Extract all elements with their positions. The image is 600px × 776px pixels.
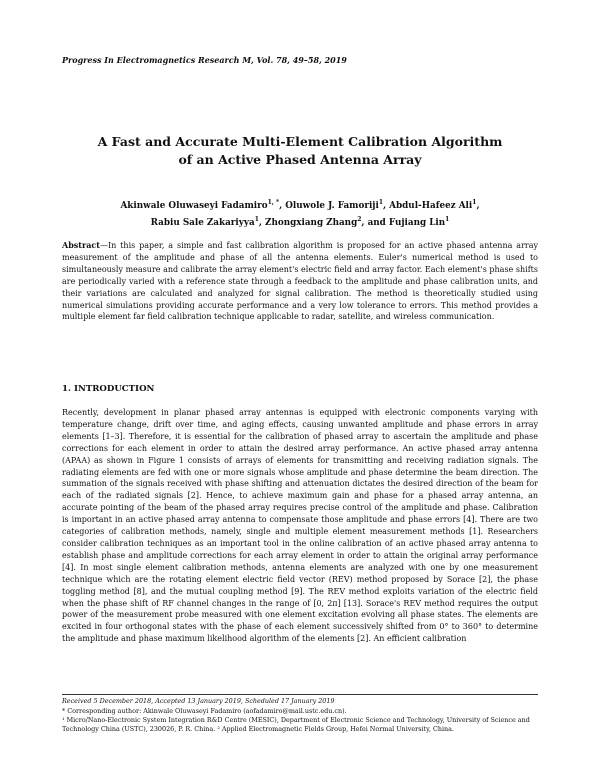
author-affil: 1	[254, 215, 259, 223]
paper-title	[62, 133, 538, 169]
author-name: Fujiang Lin	[388, 217, 446, 228]
author-name: Abdul-Hafeez Ali	[389, 200, 473, 211]
author-name: Rabiu Sale Zakariyya	[150, 217, 255, 228]
affiliations: ¹ Micro/Nano-Electronic System Integration R&D Centre (MESIC), Department of Electronic Science and Technology, University of Science and Technology China (USTC), 230026, P. R. China. ² Applied Electromagnetic Fields Group, Hefei Normal University, China.	[62, 716, 530, 733]
author-affil: 1	[378, 199, 384, 206]
body-paragraph: Recently, development in planar phased array antennas is equipped with electronic components varying with temperature change, drift over time, and aging effects, causing unwanted amplitude and phase errors in array elements [1–3]. Therefore, it is essential for the calibration of phased array to ascertain the amplitude and phase corrections for each element in order to attain the desired array performance. An active phased array antenna (APAA) as shown in Figure 1 consists of arrays of elements for transmitting and receiving radiation signals. The radiating elements are fed with one or more signals whose amplitude and phase determine the beam direction. The summation of the signals received with phase shifting and attenuation dictates the desired direction of the beam for each of the radiated signals [2]. Hence, to achieve maximum gain and phase for a phased array antenna, an accurate pointing of the beam of the phased array requires precise control of the amplitude and phase. Calibration is important in an active phased array antenna to compensate those amplitude and phase errors [4]. There are two categories of calibration methods, namely, single and multiple element measurement methods [1]. Researchers consider calibration techniques as an important tool in the online calibration of an active phased array antenna to establish phase and amplitude corrections for each array element in order to attain the original array performance [4]. In most single element calibration methods, antenna elements are analyzed with one by one measurement technique which are the rotating element electric field vector (REV) method proposed by Sorace [2], the phase toggling method [8], and the mutual coupling method [9]. The REV method exploits variation of the electric field when the phase shift of RF channel changes in the range of [0, 2π] [13]. Sorace's REV method requires the output power of the measurement probe measured with one element excitation evolving all phase states. The elements are excited in four orthogonal states with the phase of each element successively shifted from 0° to 360° to determine the amplitude and phase maximum likelihood algorithm of the elements [2]. An efficient calibration	[62, 408, 538, 644]
abstract	[62, 240, 538, 323]
abstract-text: —In this paper, a simple and fast calibration algorithm is proposed for an active phased antenna array measurement of the amplitude and phase of all the antenna elements. Euler's numerical method is used to simultaneously measure and calibrate the array element's electric field and array factor. Each element's phase shifts are periodically varied with a reference state through a feedback to the amplitude and phase calibration units, and their variations are calculated and analyzed for signal calibration. The method is theoretically studied using numerical simulations providing accurate performance and a very low tolerance to errors. This method provides a multiple element far field calibration technique applicable to radar, satellite, and wireless communication.	[62, 241, 538, 322]
author-line-1: Akinwale Oluwaseyi Fadamiro$^{1, *}$, Oluwole J. Famoriji$^1$, Abdul-Hafeez Ali$^1$,	[120, 199, 480, 211]
abstract-label: Abstract	[62, 240, 100, 250]
author-name: Akinwale Oluwaseyi Fadamiro	[120, 200, 268, 211]
author-affil: 1, *	[267, 199, 280, 206]
author-name: Zhongxiang Zhang	[265, 217, 358, 228]
author-list	[62, 196, 538, 230]
received-dates: Received 5 December 2018, Accepted 13 January 2019, Scheduled 17 January 2019	[62, 697, 335, 705]
journal-header: Progress In Electromagnetics Research M, Vol. 78, 49–58, 2019	[62, 55, 347, 65]
author-name: Oluwole J. Famoriji	[285, 200, 379, 211]
footnote-rule	[62, 694, 538, 695]
title-line-1: A Fast and Accurate Multi-Element Calibration Algorithm	[97, 134, 503, 149]
section-heading: 1. INTRODUCTION	[62, 384, 155, 394]
and-word: and	[367, 217, 386, 228]
author-affil: 1	[472, 199, 477, 206]
author-line-2: Rabiu Sale Zakariyya$^1$, Zhongxiang Zhang$^2$, and Fujiang Lin$^1$	[150, 215, 450, 228]
corresponding-author: * Corresponding author: Akinwale Oluwaseyi Fadamiro (aofadamiro@mail.ustc.edu.cn).	[62, 707, 347, 715]
author-affil: 2	[357, 215, 362, 223]
author-affil: 1	[445, 215, 450, 223]
title-line-2: of an Active Phased Antenna Array	[178, 152, 422, 167]
